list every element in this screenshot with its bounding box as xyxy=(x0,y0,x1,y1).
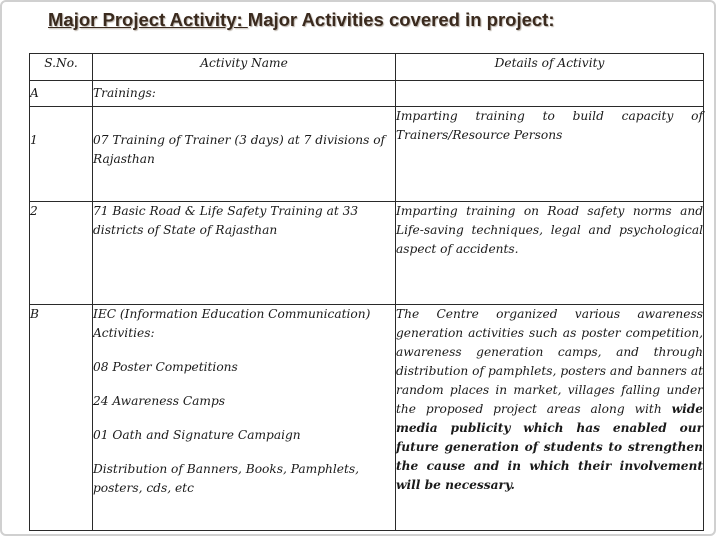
row1-number xyxy=(30,107,93,202)
row-b-code: B xyxy=(30,305,93,531)
section-a-label: Trainings: xyxy=(93,81,396,107)
title-underlined-part: Major Project Activity: xyxy=(48,9,248,30)
row2-activity: 71 Basic Road & Life Safety Training at 33 districts of State of Rajasthan xyxy=(93,202,396,305)
row1-details: Imparting training to build capacity of Trainers/Resource Persons xyxy=(396,107,704,202)
table-row xyxy=(30,202,704,305)
row-b-details xyxy=(396,305,704,531)
activity-table xyxy=(29,53,704,531)
list-item: Distribution of Banners, Books, Pamphlets, posters, cds, etc xyxy=(93,462,360,495)
list-item: 24 Awareness Camps xyxy=(93,394,226,408)
row1-number-text: 1 xyxy=(30,133,38,147)
table-header-row xyxy=(30,54,704,81)
slide-title xyxy=(48,9,708,31)
row-b-details-bold: wide media publicity which has enabled our future generation of students to strengthen the cause and in which their involvement will be necessary. xyxy=(396,402,703,492)
list-item: 01 Oath and Signature Campaign xyxy=(93,428,301,442)
table-row xyxy=(30,107,704,202)
header-activity-name: Activity Name xyxy=(93,54,396,81)
section-a-row xyxy=(30,81,704,107)
list-item: 08 Poster Competitions xyxy=(93,360,238,374)
header-sno: S.No. xyxy=(30,54,93,81)
row2-details: Imparting training on Road safety norms and Life-saving techniques, legal and psychological aspect of accidents. xyxy=(396,202,704,305)
title-rest: Major Activities covered in project: xyxy=(247,9,555,30)
section-a-details xyxy=(396,81,704,107)
header-details: Details of Activity xyxy=(396,54,704,81)
row-b-activity xyxy=(93,305,396,531)
row2-number: 2 xyxy=(30,202,93,305)
table-row xyxy=(30,305,704,531)
row-b-activity-title: IEC (Information Education Communication) Activities: xyxy=(93,307,371,340)
row1-activity xyxy=(93,107,396,202)
row1-activity-text: 07 Training of Trainer (3 days) at 7 divisions of Rajasthan xyxy=(93,133,386,166)
row-b-details-plain: The Centre organized various awareness generation activities such as poster competition, awareness generation camps, and through distribution of pamphlets, posters and banners at random places in market, villages falling under the proposed project areas along with xyxy=(396,307,703,416)
section-a-code: A xyxy=(30,81,93,107)
